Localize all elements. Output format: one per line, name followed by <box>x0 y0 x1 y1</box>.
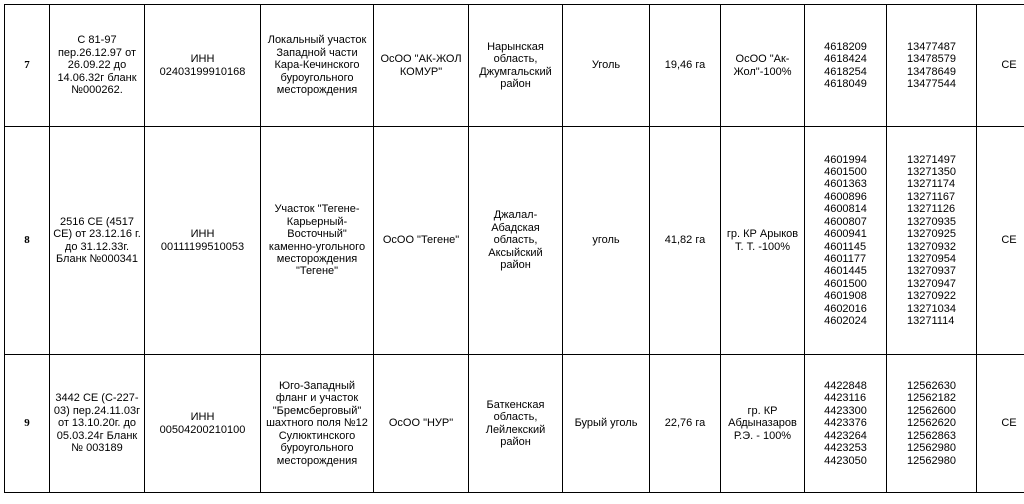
license-cell: 2516 СЕ (4517 СЕ) от 23.12.16 г. до 31.12.33г. Бланк №000341 <box>50 127 145 355</box>
coordinate-value: 13478649 <box>907 65 956 78</box>
inn-cell: ИНН 00111199510053 <box>145 127 261 355</box>
coordinate-value: 4602016 <box>824 302 867 315</box>
coordinate-value: 13271167 <box>907 190 956 203</box>
status-cell: СЕ <box>977 127 1024 355</box>
coordinate-value: 13271350 <box>907 166 956 179</box>
coordinate-value: 4600941 <box>824 228 867 241</box>
coordinate-value: 12562620 <box>907 417 956 430</box>
coordinate-value: 13478579 <box>907 53 956 66</box>
coordinate-value: 12562863 <box>907 429 956 442</box>
coordinate-value: 4601994 <box>824 153 867 166</box>
mineral-cell: уголь <box>563 127 650 355</box>
coordinate-value: 13271114 <box>907 314 955 327</box>
coordinate-value: 4601363 <box>824 178 867 191</box>
coordinate-value: 4601445 <box>824 265 867 278</box>
coordinate-value: 4600807 <box>824 215 867 228</box>
area-cell: 22,76 га <box>650 355 721 493</box>
row-number: 9 <box>5 355 50 493</box>
area-cell: 19,46 га <box>650 5 721 127</box>
y-coordinates-cell <box>887 5 977 127</box>
company-cell: ОсОО "Тегене" <box>374 127 469 355</box>
coordinate-value: 13270937 <box>907 265 956 278</box>
license-cell: 3442 СЕ (С-227-03) пер.24.11.03г от 13.10.20г. до 05.03.24г Бланк № 003189 <box>50 355 145 493</box>
region-cell: Нарынская область, Джумгальский район <box>469 5 563 127</box>
coordinate-value: 4618254 <box>824 65 867 78</box>
area-cell: 41,82 га <box>650 127 721 355</box>
y-coordinates-cell <box>887 127 977 355</box>
coordinate-value: 13271174 <box>907 178 956 191</box>
coordinate-value: 12562600 <box>907 404 956 417</box>
table-row <box>5 355 1024 493</box>
company-cell: ОсОО "НУР" <box>374 355 469 493</box>
x-coordinates-cell <box>805 127 887 355</box>
coordinate-value: 13270954 <box>907 252 956 265</box>
inn-cell: ИНН 00504200210100 <box>145 355 261 493</box>
coordinate-value: 13477487 <box>907 40 956 53</box>
y-coordinates-cell <box>887 355 977 493</box>
coordinate-value: 4618209 <box>824 40 867 53</box>
row-number: 7 <box>5 5 50 127</box>
owner-cell: гр. КР Абдыназаров Р.Э. - 100% <box>721 355 805 493</box>
coordinate-value: 4423300 <box>824 404 867 417</box>
coordinate-value: 4618049 <box>824 77 867 90</box>
site-cell: Юго-Западный фланг и участок "Бремсберговый" шахтного поля №12 Сулюктинского буроугольного месторождения <box>261 355 374 493</box>
coordinate-value: 12562980 <box>907 454 956 467</box>
coordinate-value: 13270932 <box>907 240 956 253</box>
coordinate-value: 13270947 <box>907 277 956 290</box>
coordinate-value: 13477544 <box>907 77 956 90</box>
site-cell: Локальный участок Западной части Кара-Кечинского буроугольного месторождения <box>261 5 374 127</box>
status-cell: СЕ <box>977 355 1024 493</box>
coordinate-value: 4601177 <box>824 252 867 265</box>
table-row <box>5 127 1024 355</box>
owner-cell: ОсОО "Ак-Жол"-100% <box>721 5 805 127</box>
mineral-cell: Уголь <box>563 5 650 127</box>
coordinate-value: 4602024 <box>824 314 867 327</box>
table-row <box>5 5 1024 127</box>
coordinate-value: 4423050 <box>824 454 867 467</box>
coordinate-value: 12562980 <box>907 442 956 455</box>
coordinate-value: 13271497 <box>907 153 956 166</box>
coordinate-value: 12562182 <box>907 392 956 405</box>
site-cell: Участок "Тегене-Карьерный-Восточный" каменно-угольного месторождения "Тегене" <box>261 127 374 355</box>
owner-cell: гр. КР Арыков Т. Т. -100% <box>721 127 805 355</box>
coordinate-value: 4600814 <box>824 203 867 216</box>
license-registry-table <box>4 4 1024 493</box>
coordinate-value: 4423376 <box>824 417 867 430</box>
mineral-cell: Бурый уголь <box>563 355 650 493</box>
coordinate-value: 4422848 <box>824 380 867 393</box>
license-cell: С 81-97 пер.26.12.97 от 26.09.22 до 14.06.32г бланк №000262. <box>50 5 145 127</box>
coordinate-value: 4423116 <box>824 392 867 405</box>
region-cell: Джалал-Абадская область, Аксыйский район <box>469 127 563 355</box>
row-number: 8 <box>5 127 50 355</box>
coordinate-value: 4423253 <box>824 442 867 455</box>
coordinate-value: 4601145 <box>824 240 867 253</box>
coordinate-value: 4423264 <box>824 429 867 442</box>
x-coordinates-cell <box>805 5 887 127</box>
company-cell: ОсОО "АК-ЖОЛ КОМУР" <box>374 5 469 127</box>
coordinate-value: 4600896 <box>824 190 867 203</box>
region-cell: Баткенская область, Лейлекский район <box>469 355 563 493</box>
inn-cell: ИНН 02403199910168 <box>145 5 261 127</box>
status-cell: СЕ <box>977 5 1024 127</box>
coordinate-value: 4618424 <box>824 53 867 66</box>
coordinate-value: 4601500 <box>824 166 867 179</box>
coordinate-value: 12562630 <box>907 380 956 393</box>
coordinate-value: 4601908 <box>824 290 867 303</box>
x-coordinates-cell <box>805 355 887 493</box>
coordinate-value: 13270925 <box>907 228 956 241</box>
coordinate-value: 4601500 <box>824 277 867 290</box>
coordinate-value: 13271126 <box>907 203 956 216</box>
coordinate-value: 13270922 <box>907 290 956 303</box>
coordinate-value: 13271034 <box>907 302 956 315</box>
coordinate-value: 13270935 <box>907 215 956 228</box>
